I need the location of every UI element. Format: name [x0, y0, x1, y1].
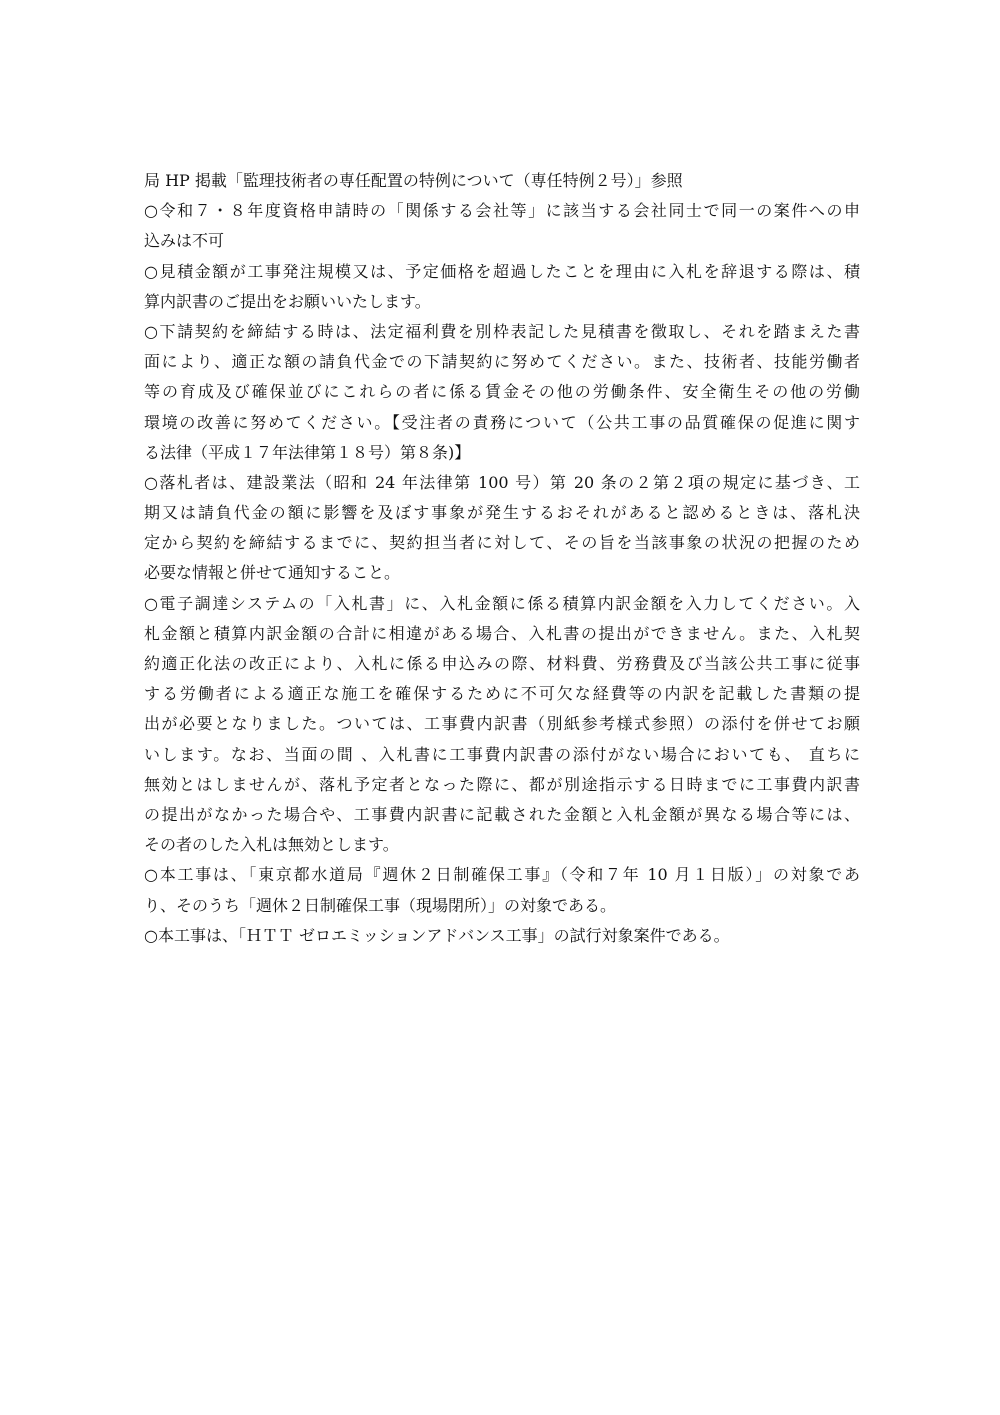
text-line: 等の育成及び確保並びにこれらの者に係る賃金その他の労働条件、安全衛生その他の労働: [144, 382, 860, 402]
text-line: 局 HP 掲載「監理技術者の専任配置の特例について（専任特例２号）」参照: [144, 171, 683, 190]
text-line: 環境の改善に努めてください。【受注者の責務について（公共工事の品質確保の促進に関す: [144, 412, 860, 432]
text-line: 算内訳書のご提出をお願いいたします。: [144, 291, 431, 311]
text-line: ○本工事は、「東京都水道局『週休２日制確保工事』（令和７年 10 月１日版）」の対象であ: [144, 865, 860, 885]
text-line: する労働者による適正な施工を確保するために不可欠な経費等の内訳を記載した書類の提: [144, 684, 860, 704]
text-line: 必要な情報と併せて通知すること。: [144, 563, 401, 583]
text-line: ○電子調達システムの「入札書」に、入札金額に係る積算内訳金額を入力してください。入: [144, 593, 860, 613]
text-line: 札金額と積算内訳金額の合計に相違がある場合、入札書の提出ができません。また、入札契: [144, 623, 860, 643]
text-line: 出が必要となりました。ついては、工事費内訳書（別紙参考様式参照）の添付を併せてお願: [144, 714, 860, 734]
text-line: 約適正化法の改正により、入札に係る申込みの際、材料費、労務費及び当該公共工事に従事: [144, 654, 860, 673]
text-line: いします。なお、当面の間 、入札書に工事費内訳書の添付がない場合においても、 直ちに: [144, 744, 860, 764]
text-line: ○見積金額が工事発注規模又は、予定価格を超過したことを理由に入札を辞退する際は、積: [144, 261, 860, 281]
text-line: 面により、適正な額の請負代金での下請契約に努めてください。また、技術者、技能労働者: [144, 352, 860, 372]
text-line: ○本工事は、「ＨＴＴ ゼロエミッションアドバンス工事」の試行対象案件である。: [144, 925, 730, 945]
text-line: その者のした入札は無効とします。: [144, 835, 399, 855]
text-line: る法律（平成１７年法律第１８号）第８条)】: [144, 442, 471, 462]
text-line: ○下請契約を締結する時は、法定福利費を別枠表記した見積書を徴取し、それを踏まえた書: [144, 321, 860, 341]
text-line: り、そのうち「週休２日制確保工事（現場閉所）」の対象である。: [144, 895, 617, 915]
text-line: ○落札者は、建設業法（昭和 24 年法律第 100 号）第 20 条の２第２項の規定に基づき、工: [144, 472, 860, 492]
text-line: の提出がなかった場合や、工事費内訳書に記載された金額と入札金額が異なる場合等には、: [144, 804, 860, 824]
text-line: 期又は請負代金の額に影響を及ぼす事象が発生するおそれがあると認めるときは、落札決: [144, 503, 860, 523]
text-line: 定から契約を締結するまでに、契約担当者に対して、その旨を当該事象の状況の把握のため: [144, 533, 860, 553]
text-line: ○令和７・８年度資格申請時の「関係する会社等」に該当する会社同士で同一の案件への申: [144, 201, 860, 221]
text-line: 込みは不可: [144, 231, 225, 251]
document-body: [144, 166, 860, 951]
text-line: 無効とはしませんが、落札予定者となった際に、都が別途指示する日時までに工事費内訳書: [144, 774, 860, 794]
